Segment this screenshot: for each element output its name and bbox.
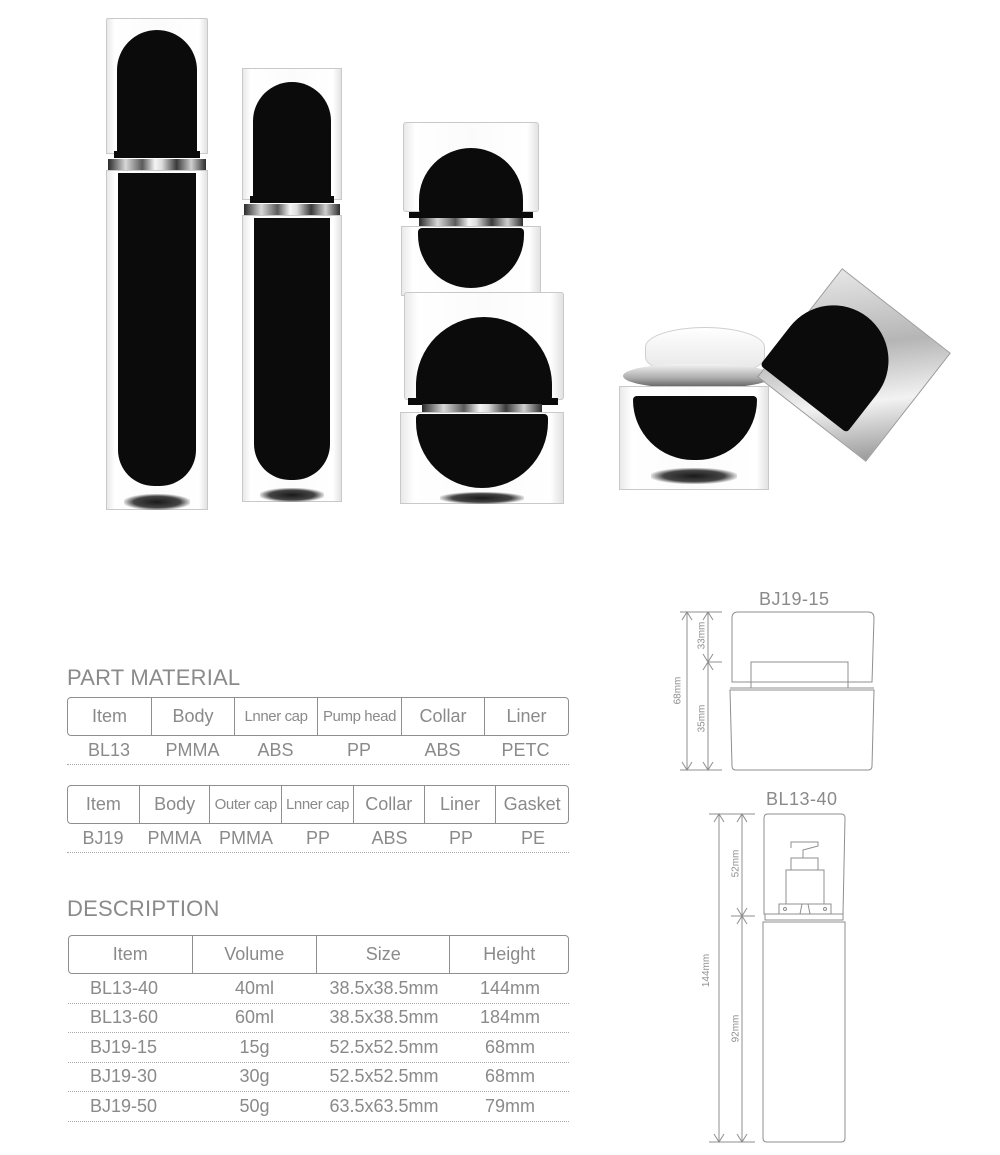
header-item: Item — [68, 786, 140, 823]
jar-base — [440, 492, 524, 504]
dim-bl13-total: 144mm — [701, 953, 713, 988]
table-row — [68, 1092, 569, 1122]
cell-liner: PP — [448, 827, 473, 848]
cell-size: 63.5x63.5mm — [329, 1095, 439, 1116]
jar-large-image — [400, 292, 566, 512]
description-title: DESCRIPTION — [67, 896, 220, 921]
header-height: Height — [483, 944, 536, 964]
table-header-row — [67, 785, 569, 824]
cell-height: 68mm — [484, 1036, 535, 1057]
cell-liner: PETC — [501, 739, 550, 760]
header-outer-cap: Outer cap — [210, 786, 282, 823]
cell-collar: ABS — [424, 739, 461, 760]
cell-size: 52.5x52.5mm — [329, 1036, 439, 1057]
cell-volume: 15g — [239, 1036, 270, 1057]
cap-core — [117, 30, 197, 154]
jar-small-image — [401, 122, 541, 298]
header-liner: Liner — [506, 706, 547, 726]
table-row — [68, 1063, 569, 1093]
cell-item: BL13-60 — [90, 1007, 159, 1028]
cap-core — [253, 82, 331, 200]
dim-bj19-body: 35mm — [696, 704, 708, 733]
description-table — [68, 935, 569, 1122]
header-gasket: Gasket — [503, 794, 561, 814]
cell-item: BL13 — [87, 739, 131, 760]
cap-rim — [114, 151, 200, 158]
dim-bj19-cap: 33mm — [696, 621, 708, 650]
cell-volume: 30g — [239, 1066, 270, 1087]
bottle-collar — [244, 204, 340, 215]
table-row — [68, 1033, 569, 1063]
table-row — [67, 824, 569, 853]
cell-gasket: PE — [520, 827, 545, 848]
cell-volume: 50g — [239, 1095, 270, 1116]
cell-size: 52.5x52.5mm — [329, 1066, 439, 1087]
header-item: Item — [69, 936, 193, 973]
body-core — [254, 218, 330, 480]
drawing-bj19-label: BJ19-15 — [759, 589, 830, 609]
dim-bl13-body: 92mm — [730, 1014, 742, 1043]
cell-item: BJ19 — [82, 827, 124, 848]
bottle-collar — [108, 159, 206, 170]
cell-body: PMMA — [147, 827, 202, 848]
cell-height: 68mm — [484, 1066, 535, 1087]
bottle-bl13-60-image — [106, 18, 210, 512]
dim-bl13-cap: 52mm — [730, 849, 742, 878]
header-item: Item — [68, 698, 152, 735]
table-row — [68, 974, 569, 1004]
cell-height: 79mm — [484, 1095, 535, 1116]
bottle-bl13-40-image — [242, 68, 344, 504]
table-row — [67, 736, 569, 765]
cell-item: BJ19-15 — [90, 1036, 158, 1057]
bottle-base — [124, 494, 190, 510]
cell-size: 38.5x38.5mm — [329, 1007, 439, 1028]
jar-base — [651, 468, 737, 484]
table-header-row — [68, 935, 569, 974]
cell-item: BJ19-30 — [90, 1066, 158, 1087]
cell-height: 144mm — [479, 977, 541, 998]
dim-bj19-total: 68mm — [672, 676, 684, 705]
header-size: Size — [317, 936, 450, 973]
bottle-base — [260, 488, 324, 502]
header-inner-cap: Lnner cap — [235, 698, 318, 735]
header-liner: Liner — [425, 786, 497, 823]
cell-volume: 60ml — [234, 1007, 274, 1028]
cap-rim — [250, 196, 334, 203]
cell-pump-head: PP — [346, 739, 371, 760]
jar-open-image — [615, 272, 945, 497]
cell-volume: 40ml — [234, 977, 274, 998]
cell-inner-cap: ABS — [257, 739, 294, 760]
header-inner-cap: Lnner cap — [282, 786, 354, 823]
cell-outer-cap: PMMA — [219, 827, 273, 848]
header-collar: Collar — [354, 786, 425, 823]
bj19-material-table — [67, 785, 569, 853]
drawing-bl13-label: BL13-40 — [766, 789, 838, 809]
cell-height: 184mm — [479, 1007, 541, 1028]
table-header-row — [67, 697, 569, 736]
header-body: Body — [152, 698, 235, 735]
jar-lid-tilted — [757, 268, 951, 462]
header-collar: Collar — [402, 698, 485, 735]
cell-item: BJ19-50 — [90, 1095, 158, 1116]
bl13-material-table — [67, 697, 569, 765]
jar-collar — [623, 364, 773, 388]
header-body: Body — [140, 786, 211, 823]
header-volume: Volume — [193, 936, 318, 973]
header-pump-head: Pump head — [318, 698, 402, 735]
table-row — [68, 1004, 569, 1034]
part-material-title: PART MATERIAL — [67, 665, 241, 690]
cell-item: BL13-40 — [90, 977, 159, 998]
cell-size: 38.5x38.5mm — [329, 977, 439, 998]
body-core — [118, 173, 196, 486]
cell-body: PMMA — [165, 739, 220, 760]
cell-inner-cap: PP — [305, 827, 330, 848]
cell-collar: ABS — [371, 827, 408, 848]
